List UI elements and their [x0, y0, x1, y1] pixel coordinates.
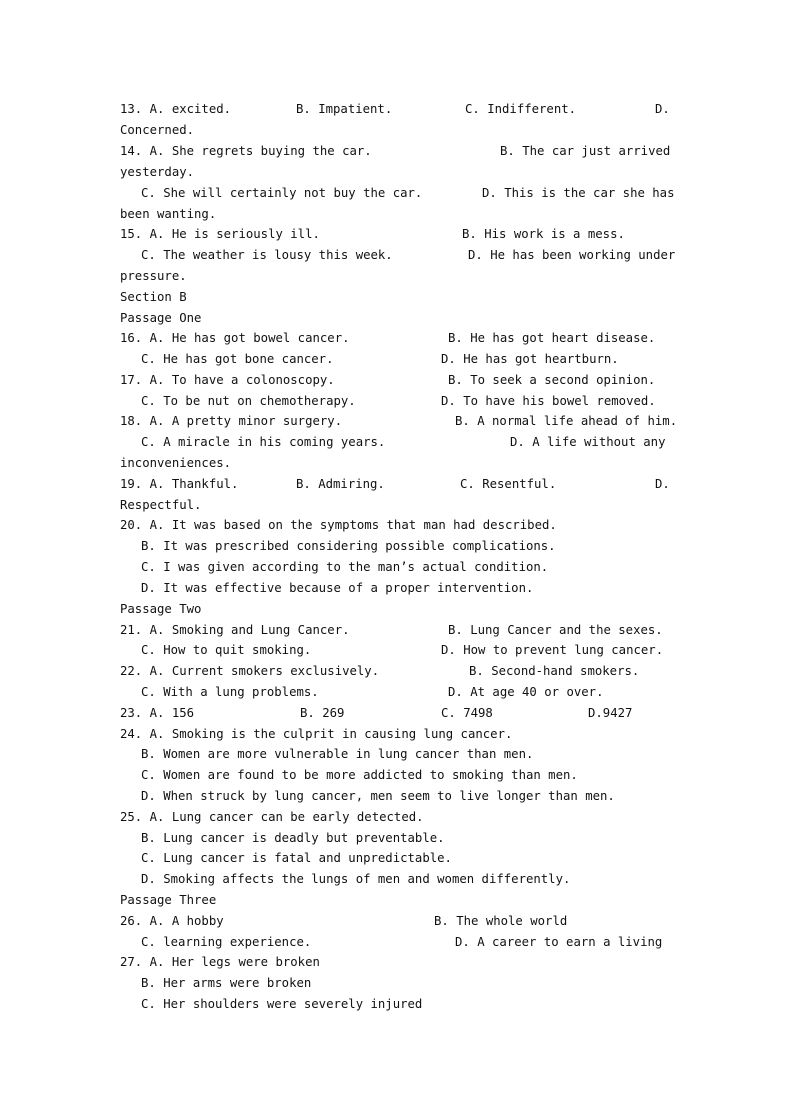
q20-option-b: B. It was prescribed considering possible complications. [141, 539, 556, 553]
q17-option-b: B. To seek a second opinion. [448, 373, 656, 387]
q15-option-b: B. His work is a mess. [462, 227, 625, 241]
question-14-line-2 [141, 183, 675, 204]
q22-option-b: B. Second-hand smokers. [469, 664, 640, 678]
q27-option-a: 27. A. Her legs were broken [120, 955, 320, 969]
question-22-line-2 [141, 682, 672, 703]
passage-one-heading: Passage One [120, 311, 202, 325]
q20-option-c: C. I was given according to the man’s actual condition. [141, 560, 549, 574]
q15-option-a: 15. A. He is seriously ill. [120, 227, 320, 241]
question-13-line [120, 99, 672, 120]
question-26-line [120, 911, 672, 932]
q24-option-c: C. Women are found to be more addicted to smoking than men. [141, 768, 578, 782]
q22-option-c: C. With a lung problems. [141, 685, 319, 699]
q24-option-d: D. When struck by lung cancer, men seem to live longer than men. [141, 789, 615, 803]
q26-option-c: C. learning experience. [141, 935, 312, 949]
passage-two-heading: Passage Two [120, 602, 202, 616]
q27-option-b: B. Her arms were broken [141, 976, 312, 990]
q27-option-c: C. Her shoulders were severely injured [141, 997, 423, 1011]
q18-option-a: 18. A. A pretty minor surgery. [120, 414, 343, 428]
q19-option-b: B. Admiring. [296, 477, 385, 491]
q14-option-b: B. The car just arrived [500, 144, 671, 158]
q23-option-c: C. 7498 [441, 706, 493, 720]
q14-option-a: 14. A. She regrets buying the car. [120, 144, 372, 158]
q23-option-a: 23. A. 156 [120, 706, 195, 720]
question-15-line [120, 224, 672, 245]
q20-option-a: 20. A. It was based on the symptoms that man had described. [120, 518, 557, 532]
q14-option-d-continued: been wanting. [120, 207, 217, 221]
question-18-line [120, 411, 678, 432]
question-17-line-2 [141, 391, 672, 412]
q22-option-d: D. At age 40 or over. [448, 685, 604, 699]
question-16-line-2 [141, 349, 672, 370]
q13-option-c: C. Indifferent. [465, 102, 577, 116]
question-16-line [120, 328, 672, 349]
q16-option-a: 16. A. He has got bowel cancer. [120, 331, 350, 345]
q19-option-a: 19. A. Thankful. [120, 477, 239, 491]
q15-option-d-continued: pressure. [120, 269, 187, 283]
question-18-line-2 [141, 432, 672, 453]
q18-option-b: B. A normal life ahead of him. [455, 414, 678, 428]
q18-option-c: C. A miracle in his coming years. [141, 435, 386, 449]
question-22-line [120, 661, 672, 682]
q21-option-d: D. How to prevent lung cancer. [441, 643, 664, 657]
q18-option-d-continued: inconveniences. [120, 456, 232, 470]
q18-option-d: D. A life without any [510, 435, 666, 449]
q17-option-d: D. To have his bowel removed. [441, 394, 656, 408]
q14-option-b-continued: yesterday. [120, 165, 195, 179]
q21-option-c: C. How to quit smoking. [141, 643, 312, 657]
q15-option-d: D. He has been working under [468, 248, 676, 262]
q25-option-b: B. Lung cancer is deadly but preventable. [141, 831, 445, 845]
q13-option-b: B. Impatient. [296, 102, 393, 116]
q25-option-a: 25. A. Lung cancer can be early detected. [120, 810, 424, 824]
q16-option-b: B. He has got heart disease. [448, 331, 656, 345]
q17-option-c: C. To be nut on chemotherapy. [141, 394, 356, 408]
question-14-line [120, 141, 672, 162]
q22-option-a: 22. A. Current smokers exclusively. [120, 664, 380, 678]
q19-option-c: C. Resentful. [460, 477, 557, 491]
q21-option-a: 21. A. Smoking and Lung Cancer. [120, 623, 350, 637]
q19-option-d-continued: Respectful. [120, 498, 202, 512]
q21-option-b: B. Lung Cancer and the sexes. [448, 623, 663, 637]
q16-option-c: C. He has got bone cancer. [141, 352, 334, 366]
question-23-line [120, 703, 672, 724]
q17-option-a: 17. A. To have a colonoscopy. [120, 373, 335, 387]
q15-option-c: C. The weather is lousy this week. [141, 248, 393, 262]
q25-option-d: D. Smoking affects the lungs of men and women differently. [141, 872, 571, 886]
question-15-line-2 [141, 245, 676, 266]
q26-option-a: 26. A. A hobby [120, 914, 224, 928]
question-21-line-2 [141, 640, 672, 661]
q14-option-c: C. She will certainly not buy the car. [141, 186, 423, 200]
q26-option-b: B. The whole world [434, 914, 568, 928]
question-17-line [120, 370, 672, 391]
question-21-line [120, 620, 672, 641]
q26-option-d: D. A career to earn a living [455, 935, 663, 949]
q13-option-a: 13. A. excited. [120, 102, 232, 116]
q23-option-b: B. 269 [300, 706, 345, 720]
section-b-heading: Section B [120, 290, 187, 304]
q19-option-d: D. [655, 477, 670, 491]
q13-option-d-continued: Concerned. [120, 123, 195, 137]
q13-option-d: D. [655, 102, 670, 116]
q16-option-d: D. He has got heartburn. [441, 352, 619, 366]
passage-three-heading: Passage Three [120, 893, 217, 907]
q23-option-d: D.9427 [588, 706, 633, 720]
question-26-line-2 [141, 932, 672, 953]
q25-option-c: C. Lung cancer is fatal and unpredictable. [141, 851, 452, 865]
q20-option-d: D. It was effective because of a proper intervention. [141, 581, 534, 595]
question-19-line [120, 474, 672, 495]
q24-option-a: 24. A. Smoking is the culprit in causing lung cancer. [120, 727, 513, 741]
q24-option-b: B. Women are more vulnerable in lung cancer than men. [141, 747, 534, 761]
q14-option-d: D. This is the car she has [482, 186, 675, 200]
